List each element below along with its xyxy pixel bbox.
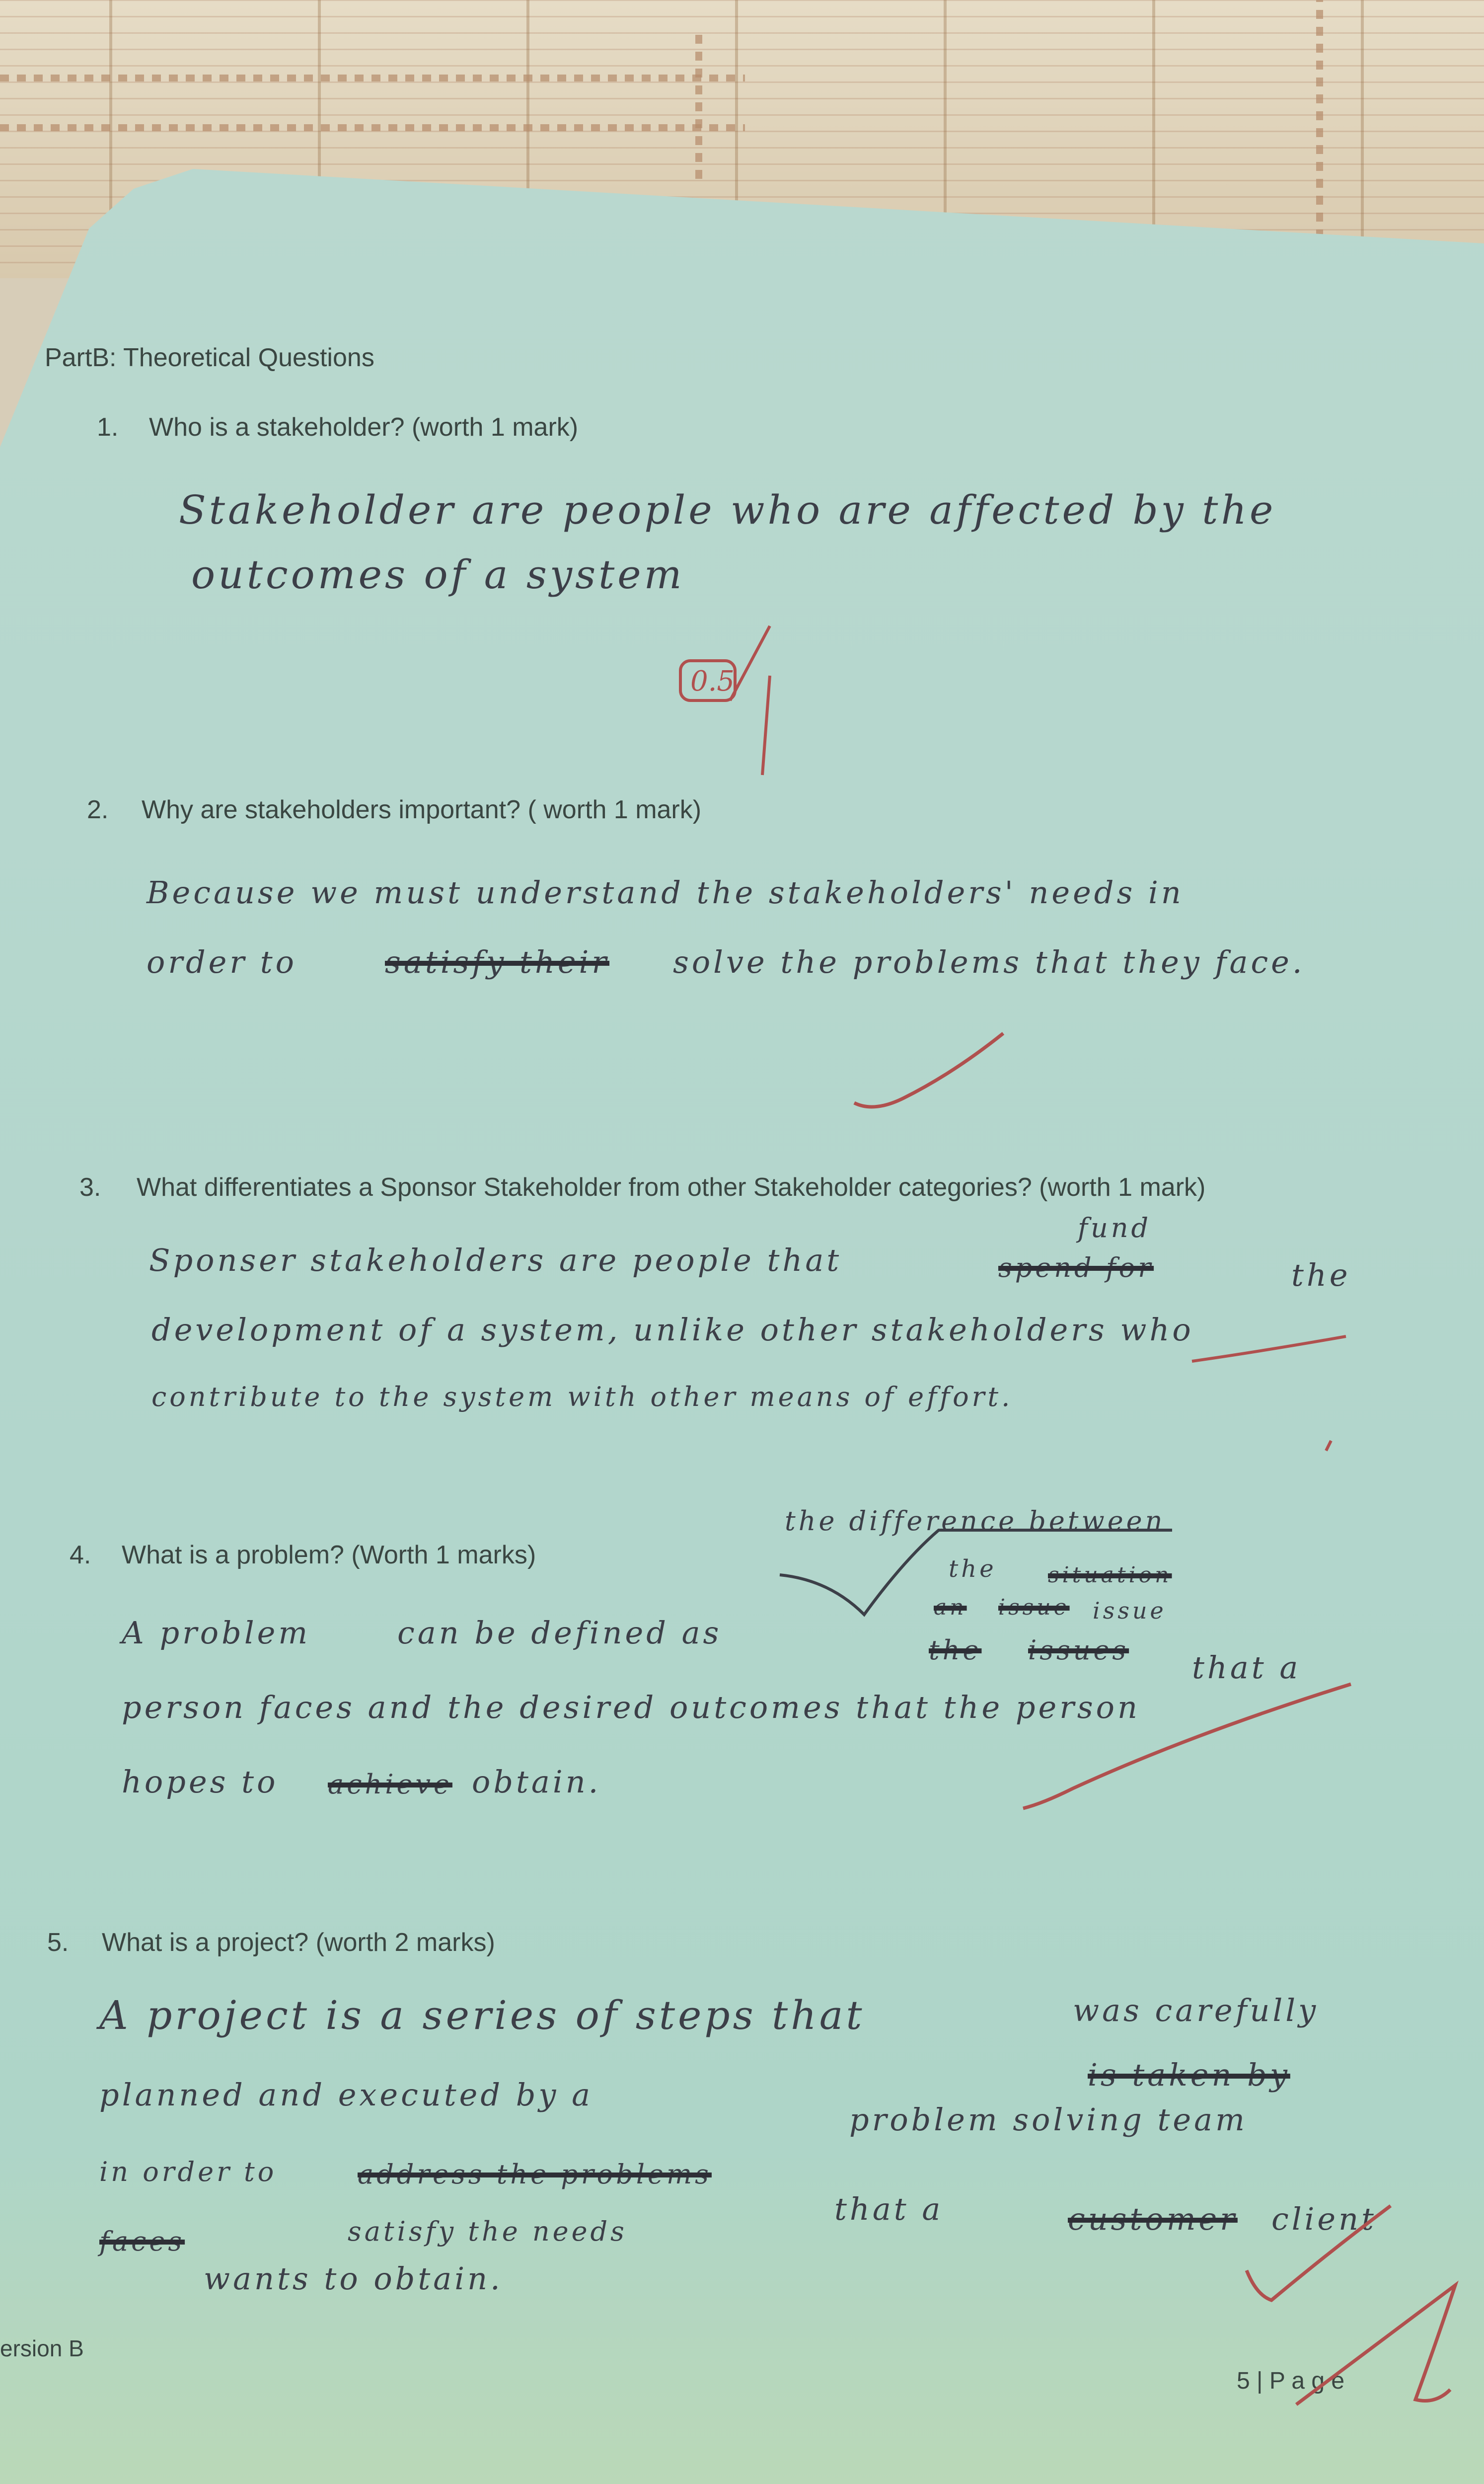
struck-word: faces [99, 2226, 185, 2257]
struck-word: the [929, 1634, 982, 1666]
question-text: Why are stakeholders important? ( worth 1 mark) [142, 795, 702, 824]
struck-word: customer [1068, 2201, 1238, 2237]
answer-line: A project is a series of steps that [99, 1992, 865, 2038]
question-text: What differentiates a Sponsor Stakeholder from other Stakeholder categories? (worth 1 mark) [137, 1173, 1206, 1202]
answer-line: development of a system, unlike other stakeholders who [151, 1312, 1194, 1348]
grade-mark-value: 0.5 [690, 665, 735, 698]
answer-line: solve the problems that they face. [673, 944, 1305, 980]
answer-line: that a [1192, 1649, 1301, 1686]
struck-word: spend for [998, 1252, 1154, 1283]
answer-line: hopes to [122, 1764, 279, 1800]
check-mark [844, 1018, 1013, 1113]
grade-mark [670, 616, 800, 780]
answer-line: planned and executed by a [99, 2077, 594, 2113]
question-number: 4. [70, 1541, 91, 1569]
answer-line: problem solving team [849, 2101, 1248, 2138]
check-mark [1182, 1331, 1361, 1461]
struck-word: achieve [328, 1769, 452, 1800]
question-number: 2. [87, 795, 109, 824]
inserted-word: the [949, 1555, 997, 1583]
question-text: Who is a stakeholder? (worth 1 mark) [149, 413, 579, 442]
answer-line: obtain. [472, 1764, 601, 1800]
question-number: 3. [79, 1173, 101, 1202]
inserted-word: client [1271, 2201, 1377, 2237]
question-text: What is a problem? (Worth 1 marks) [122, 1541, 536, 1569]
inserted-phrase: the difference between [785, 1505, 1166, 1537]
section-heading: PartB: Theoretical Questions [45, 343, 374, 372]
question-text: What is a project? (worth 2 marks) [102, 1928, 495, 1957]
cloth-stitch [0, 75, 745, 81]
answer-line: can be defined as [397, 1615, 722, 1651]
answer-line: A problem [122, 1615, 311, 1651]
struck-word: an [934, 1595, 967, 1620]
struck-word: issue [998, 1595, 1070, 1620]
total-grade-mark [1286, 2275, 1470, 2414]
cloth-stitch [1316, 0, 1323, 238]
version-label: ersion B [0, 2335, 84, 2361]
struck-word: situation [1048, 1562, 1172, 1588]
answer-line: the [1291, 1257, 1351, 1293]
answer-line: order to [147, 944, 297, 980]
cloth-stitch [695, 30, 702, 179]
question-number: 5. [47, 1928, 69, 1957]
inserted-word: issue [1093, 1597, 1167, 1624]
answer-line: Sponser stakeholders are people that [149, 1242, 842, 1278]
page-number: 5 | P a g e [1237, 2368, 1345, 2394]
inserted-phrase: satisfy the needs [348, 2216, 627, 2247]
question-number: 1. [97, 413, 119, 442]
answer-line: person faces and the desired outcomes that the person [122, 1689, 1140, 1725]
struck-word: address the problems [358, 2159, 712, 2190]
insertion-caret [775, 1520, 1202, 1620]
answer-line: Because we must understand the stakeholders' needs in [147, 874, 1184, 911]
answer-line: contribute to the system with other means of effort. [151, 1381, 1013, 1412]
inserted-phrase: was carefully [1073, 1992, 1319, 2028]
answer-line: wants to obtain. [204, 2260, 503, 2297]
struck-word: issues [1028, 1634, 1129, 1666]
answer-line: that a [834, 2191, 944, 2227]
cloth-stitch [0, 124, 745, 131]
answer-line: in order to [99, 2156, 277, 2187]
answer-line: outcomes of a system [191, 551, 685, 598]
inserted-word: fund [1078, 1212, 1152, 1243]
check-mark [1013, 1679, 1361, 1818]
answer-line: Stakeholder are people who are affected by the [179, 487, 1276, 533]
struck-word: satisfy their [385, 944, 610, 980]
struck-word: is taken by [1088, 2057, 1290, 2093]
